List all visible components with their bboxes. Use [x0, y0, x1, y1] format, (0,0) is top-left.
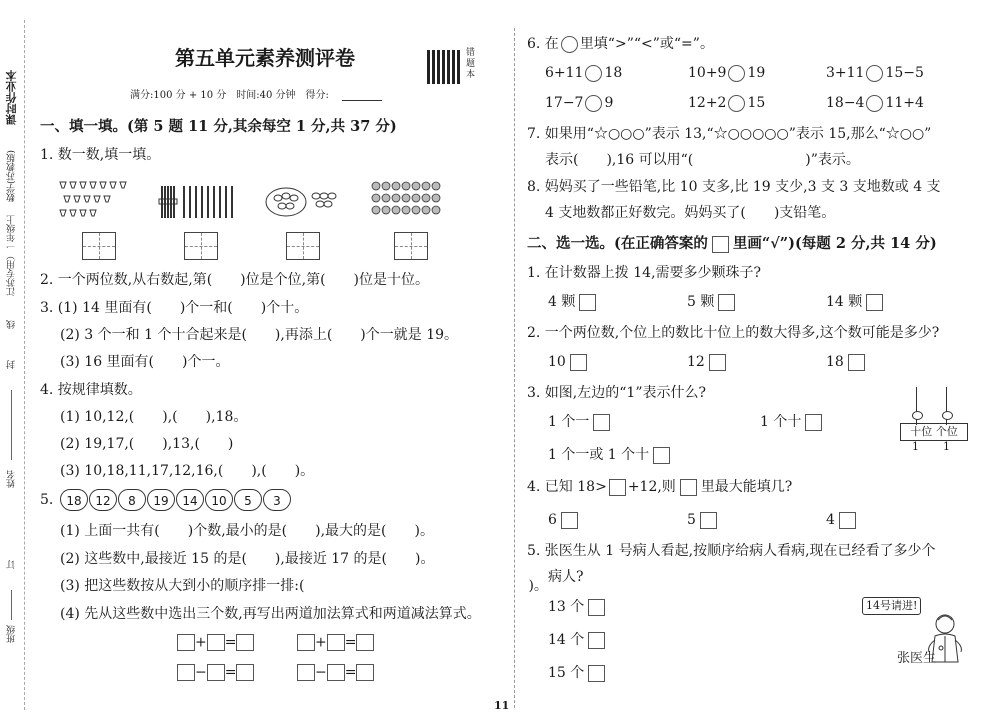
compare-left: 6+11 [545, 65, 584, 81]
option-label: 18 [826, 354, 844, 370]
heart-number: 18 [60, 489, 88, 511]
option [826, 293, 883, 311]
compare-right: 18 [604, 65, 623, 81]
answer-box[interactable] [207, 634, 225, 651]
eggs-group-icon [264, 182, 342, 222]
compare-left: 10+9 [688, 65, 727, 81]
option-checkbox[interactable] [561, 512, 578, 529]
plus-sign: + [315, 634, 327, 651]
option-label: 10 [548, 354, 566, 370]
compare-circle[interactable] [585, 65, 602, 82]
answer-box[interactable] [236, 664, 254, 681]
subtraction-equation-2 [297, 664, 374, 681]
compare-left: 12+2 [688, 95, 727, 111]
beads-group-icon [370, 180, 442, 224]
addition-equation-1 [177, 634, 254, 651]
blank-box [680, 479, 697, 496]
section2-heading-b: 里画“√”)(每题 2 分,共 14 分) [732, 235, 937, 252]
option-checkbox[interactable] [588, 665, 605, 682]
blank-box [609, 479, 626, 496]
abacus-bead [942, 411, 953, 420]
option-checkbox[interactable] [588, 632, 605, 649]
heart-number: 10 [205, 489, 233, 511]
compare-right: 19 [747, 65, 766, 81]
s2-q2-text: 2. 一个两位数,个位上的数比十位上的数大得多,这个数可能是多少? [527, 325, 940, 341]
option-checkbox[interactable] [848, 354, 865, 371]
option-checkbox[interactable] [588, 599, 605, 616]
s2-q4b: +12,则 [627, 479, 676, 495]
heart-number: 3 [263, 489, 291, 511]
compare-right: 15−5 [885, 65, 924, 81]
compare-circle[interactable] [585, 95, 602, 112]
option-checkbox[interactable] [718, 294, 735, 311]
option-label: 15 个 [548, 665, 585, 681]
answer-grid-1[interactable] [82, 232, 116, 260]
section2-heading [527, 235, 937, 253]
compare-left: 3+11 [826, 65, 865, 81]
heart-number: 5 [234, 489, 262, 511]
section2-heading-a: 二、选一选。(在正确答案的 [527, 235, 708, 252]
abacus-icon [900, 385, 968, 457]
qr-code-icon[interactable] [427, 50, 461, 84]
option-label: 12 [687, 354, 705, 370]
compare-right: 15 [747, 95, 766, 111]
exam-info: 满分:100 分 + 10 分 时间:40 分钟 得分: [130, 90, 329, 101]
answer-box[interactable] [327, 634, 345, 651]
option-checkbox[interactable] [653, 447, 670, 464]
q4-text: 4. 按规律填数。 [40, 382, 142, 398]
option [687, 353, 726, 371]
subtraction-equation-1 [177, 664, 254, 681]
line-label: 线 [7, 320, 17, 329]
q6-tail: 里填“>”“<”或“=”。 [579, 36, 714, 52]
answer-box[interactable] [297, 664, 315, 681]
compare-circle[interactable] [866, 95, 883, 112]
q4b-text: (2) 19,17,( ),13,( ) [60, 436, 234, 452]
compare-right: 11+4 [885, 95, 924, 111]
circle-blank-icon [561, 36, 578, 53]
option-label: 1 个一或 1 个十 [548, 447, 650, 463]
option [548, 446, 670, 464]
answer-box[interactable] [177, 634, 195, 651]
q5b-text: (2) 这些数中,最接近 15 的是( ),最接近 17 的是( )。 [60, 551, 435, 567]
option [548, 413, 610, 431]
answer-grid-4[interactable] [394, 232, 428, 260]
option-label: 4 颗 [548, 294, 576, 310]
answer-grid-2[interactable] [184, 232, 218, 260]
heart-number: 12 [89, 489, 117, 511]
q6-text [527, 35, 714, 53]
option-checkbox[interactable] [570, 354, 587, 371]
option-checkbox[interactable] [593, 414, 610, 431]
answer-box[interactable] [297, 634, 315, 651]
class-label: 班级 [7, 625, 17, 643]
ding-label: 订 [7, 560, 17, 569]
page-fold [514, 28, 515, 708]
class-line [11, 590, 12, 620]
option [548, 631, 605, 649]
compare-circle[interactable] [728, 95, 745, 112]
option-label: 14 个 [548, 632, 585, 648]
abacus-digit-tens: 1 [912, 440, 919, 453]
compare-item [688, 64, 765, 82]
name-line [11, 390, 12, 460]
addition-equation-2 [297, 634, 374, 651]
s2-q1-text: 1. 在计数器上拨 14,需要多少颗珠子? [527, 265, 762, 281]
q5a-text: (1) 上面一共有( )个数,最小的是( ),最大的是( )。 [60, 523, 434, 539]
compare-left: 18−4 [826, 95, 865, 111]
qr-label: 错题本 [466, 48, 476, 80]
checkbox-sample-icon [712, 236, 729, 253]
page-title: 第五单元素养测评卷 [175, 46, 355, 70]
equals-sign: = [344, 664, 357, 681]
shuttlecock-group-icon [58, 178, 128, 222]
compare-item [826, 94, 924, 112]
grade-label: 江苏专用）一年级上 [7, 215, 17, 296]
speech-bubble: 14号请进! [862, 597, 921, 615]
answer-box[interactable] [236, 634, 254, 651]
option-label: 13 个 [548, 599, 585, 615]
page-number: 11 [494, 699, 510, 712]
option [687, 511, 717, 529]
option-label: 1 个一 [548, 414, 590, 430]
q1-text: 1. 数一数,填一填。 [40, 147, 161, 163]
s2-q5a-text: 5. 张医生从 1 号病人看起,按顺序给病人看病,现在已经看了多少个 [527, 543, 936, 559]
s2-q4a: 4. 已知 18> [527, 479, 607, 495]
q5c-text: (3) 把这些数按从大到小的顺序排一排:( )。 [60, 578, 548, 594]
option [548, 511, 578, 529]
seal-label: 封 [7, 360, 17, 369]
q8a-text: 8. 妈妈买了一些铅笔,比 10 支多,比 19 支少,3 支 3 支地数或 4 支 [527, 179, 941, 195]
answer-grid-3[interactable] [286, 232, 320, 260]
compare-item [826, 64, 924, 82]
edition-label: 数学(苏教版) [7, 150, 17, 203]
equals-sign: = [344, 634, 357, 651]
q3b-text: (2) 3 个一和 1 个十合起来是( ),再添上( )个一就是 19。 [60, 327, 459, 343]
option-label: 5 [687, 512, 696, 528]
answer-box[interactable] [177, 664, 195, 681]
option [687, 293, 735, 311]
cut-line [24, 20, 25, 710]
option-label: 14 颗 [826, 294, 863, 310]
option [826, 353, 865, 371]
q2-text: 2. 一个两位数,从右数起,第( )位是个位,第( )位是十位。 [40, 272, 430, 288]
answer-box[interactable] [356, 664, 374, 681]
option-label: 4 [826, 512, 835, 528]
option [548, 293, 596, 311]
option-checkbox[interactable] [700, 512, 717, 529]
abacus-bead [912, 411, 923, 420]
section1-heading: 一、填一填。(第 5 题 11 分,其余每空 1 分,共 37 分) [40, 118, 397, 135]
answer-box[interactable] [207, 664, 225, 681]
option [548, 664, 605, 682]
answer-box[interactable] [327, 664, 345, 681]
option [548, 353, 587, 371]
option-checkbox[interactable] [866, 294, 883, 311]
option-checkbox[interactable] [839, 512, 856, 529]
option-label: 6 [548, 512, 557, 528]
heart-number: 19 [147, 489, 175, 511]
answer-box[interactable] [356, 634, 374, 651]
abacus-base-label: 十位 个位 [900, 423, 968, 441]
compare-item [545, 94, 613, 112]
doctor-caption: 张医生 [897, 651, 937, 666]
q6-label: 6. 在 [527, 36, 559, 52]
q4c-text: (3) 10,18,11,17,12,16,( ),( )。 [60, 463, 315, 479]
equals-sign: = [224, 664, 237, 681]
q5d-text: (4) 先从这些数中选出三个数,再写出两道加法算式和两道减法算式。 [60, 606, 481, 622]
q3c-text: (3) 16 里面有( )个一。 [60, 354, 230, 370]
minus-sign: − [315, 664, 327, 681]
q7b-text: 表示( ),16 可以用“( )”表示。 [545, 152, 860, 168]
compare-left: 17−7 [545, 95, 584, 111]
q5-number: 5. [40, 492, 54, 508]
compare-item [688, 94, 765, 112]
minus-sign: − [195, 664, 207, 681]
equals-sign: = [224, 634, 237, 651]
option [760, 413, 822, 431]
compare-item [545, 64, 622, 82]
option-checkbox[interactable] [709, 354, 726, 371]
compare-circle[interactable] [728, 65, 745, 82]
s2-q4c: 里最大能填几? [700, 479, 793, 495]
option-checkbox[interactable] [805, 414, 822, 431]
name-label: 姓名 [7, 470, 17, 488]
q4a-text: (1) 10,12,( ),( ),18。 [60, 409, 248, 425]
option-label: 1 个十 [760, 414, 802, 430]
sticks-group-icon [158, 182, 236, 222]
plus-sign: + [195, 634, 207, 651]
option-checkbox[interactable] [579, 294, 596, 311]
s2-q4-text [527, 478, 792, 496]
compare-circle[interactable] [866, 65, 883, 82]
heart-number: 14 [176, 489, 204, 511]
option [548, 598, 605, 616]
abacus-digit-ones: 1 [943, 440, 950, 453]
q3a-text: 3. (1) 14 里面有( )个一和( )个十。 [40, 300, 309, 316]
q7a-text: 7. 如果用“☆○○○”表示 13,“☆○○○○○”表示 15,那么“☆○○” [527, 126, 932, 142]
option [826, 511, 856, 529]
s2-q5b-text: 病人? [548, 569, 584, 585]
binding-sidebar [0, 0, 22, 722]
score-line[interactable] [342, 100, 382, 101]
heart-number: 8 [118, 489, 146, 511]
option-label: 5 颗 [687, 294, 715, 310]
compare-right: 9 [604, 95, 614, 111]
q8b-text: 4 支地数都正好数完。妈妈买了( )支铅笔。 [545, 205, 836, 221]
s2-q3-text: 3. 如图,左边的“1”表示什么? [527, 385, 706, 401]
brand-label: 课时作业本 [5, 70, 18, 125]
